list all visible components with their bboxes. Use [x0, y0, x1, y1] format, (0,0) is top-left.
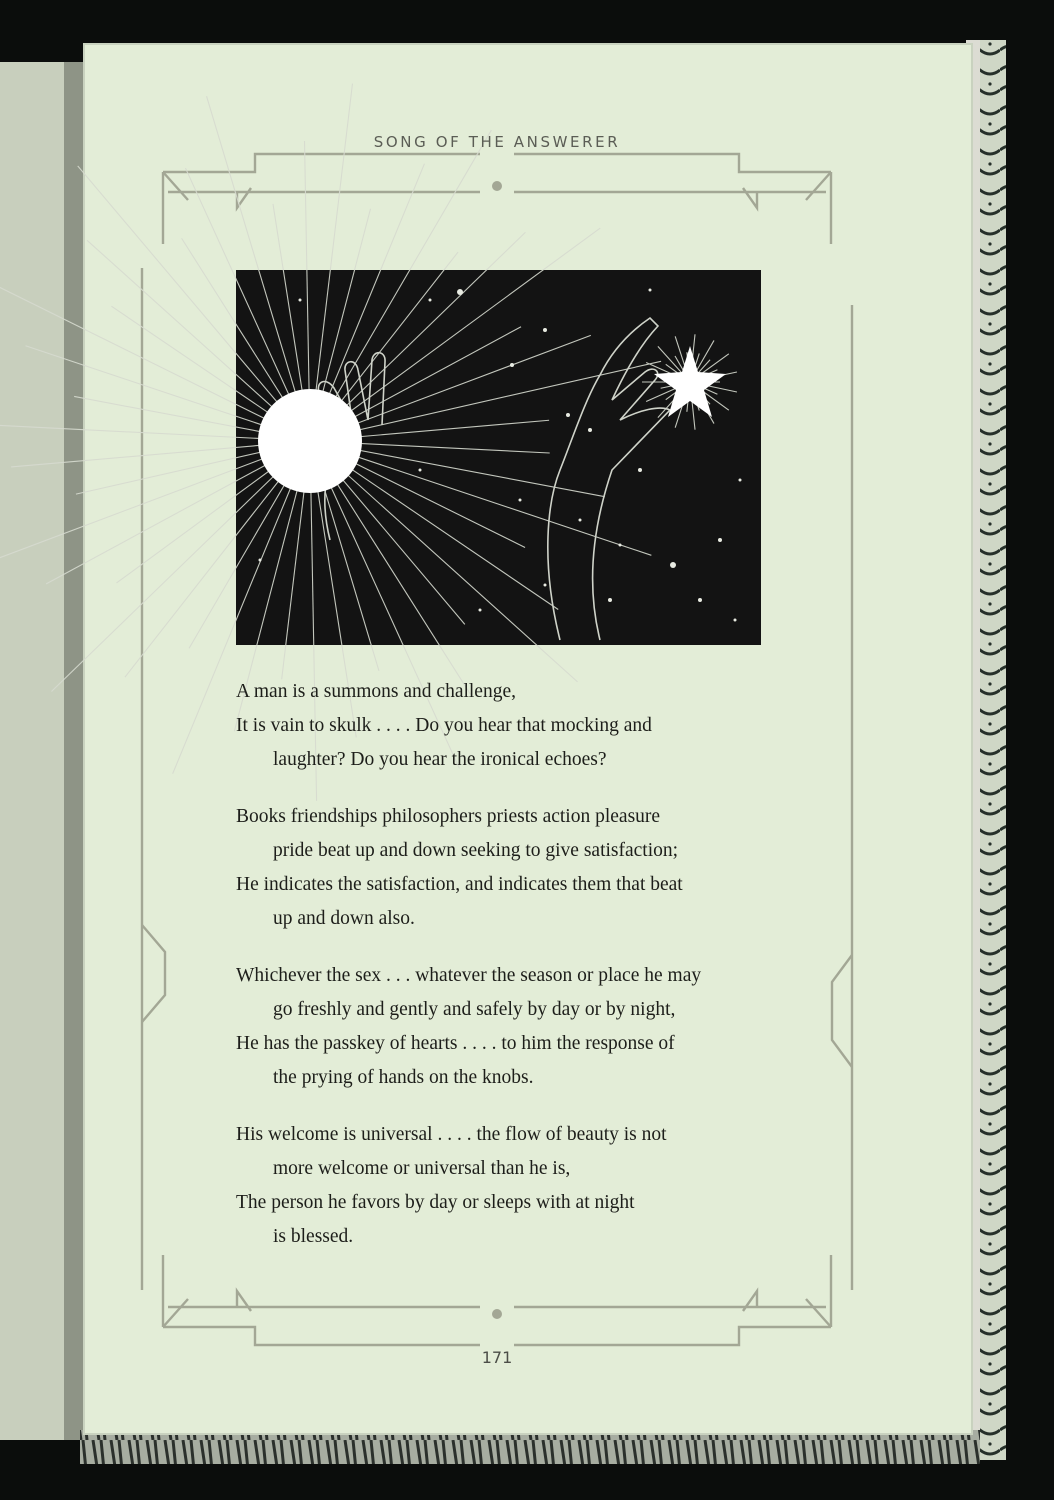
page-block-edge	[80, 1430, 980, 1464]
small-star	[579, 519, 582, 522]
running-head: SONG OF THE ANSWERER	[373, 133, 621, 151]
small-star	[588, 428, 592, 432]
small-star	[698, 598, 702, 602]
small-star	[739, 479, 742, 482]
poem-line: It is vain to skulk . . . . Do you hear that mocking and	[236, 715, 652, 736]
poem-body	[236, 675, 796, 1277]
small-star	[419, 469, 422, 472]
poem-line: He indicates the satisfaction, and indicates them that beat	[236, 874, 683, 895]
small-star	[734, 619, 737, 622]
small-star	[649, 289, 652, 292]
page-number: 171	[481, 1348, 513, 1367]
poem-line: more welcome or universal than he is,	[273, 1158, 571, 1179]
small-star	[259, 559, 262, 562]
small-star	[608, 598, 612, 602]
poem-line: go freshly and gently and safely by day or by night,	[273, 999, 676, 1020]
poem-line: up and down also.	[273, 908, 415, 929]
small-star	[457, 289, 463, 295]
stanza	[236, 1118, 796, 1254]
small-star	[718, 538, 722, 542]
stanza	[236, 959, 796, 1095]
small-star	[299, 299, 302, 302]
small-star	[519, 499, 522, 502]
poem-line: His welcome is universal . . . . the flow of beauty is not	[236, 1124, 667, 1145]
poem-line: The person he favors by day or sleeps with at night	[236, 1192, 635, 1213]
radiant-sun-icon	[258, 389, 362, 493]
poem-line: pride beat up and down seeking to give satisfaction;	[273, 840, 679, 861]
poem-line: He has the passkey of hearts . . . . to him the response of	[236, 1033, 675, 1054]
small-star	[638, 468, 642, 472]
small-star	[510, 363, 514, 367]
poem-line: the prying of hands on the knobs.	[273, 1067, 534, 1088]
poem-line: laughter? Do you hear the ironical echoes?	[273, 749, 607, 770]
small-star	[670, 562, 676, 568]
frame-dot-bottom	[492, 1309, 502, 1319]
poem-line: Whichever the sex . . . whatever the season or place he may	[236, 965, 702, 986]
stanza	[236, 800, 796, 936]
stanza	[236, 675, 796, 777]
small-star	[619, 544, 622, 547]
small-star	[544, 584, 547, 587]
small-star	[429, 299, 432, 302]
poem-line: is blessed.	[273, 1226, 354, 1247]
small-star	[566, 413, 570, 417]
small-star	[479, 609, 482, 612]
poem-line: A man is a summons and challenge,	[236, 681, 516, 702]
frame-dot-top	[492, 181, 502, 191]
small-star	[543, 328, 547, 332]
poem-line: Books friendships philosophers priests action pleasure	[236, 806, 661, 827]
